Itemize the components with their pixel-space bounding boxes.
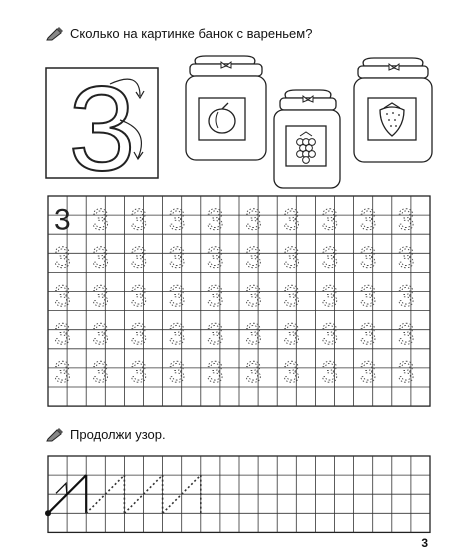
trace-digit: 3 — [244, 241, 262, 275]
task-1-text: Сколько на картинке банок с вареньем? — [70, 26, 313, 41]
trace-digit: 3 — [168, 203, 186, 237]
trace-digit: 3 — [92, 318, 109, 352]
trace-digit: 3 — [397, 356, 415, 390]
trace-digit: 3 — [359, 241, 377, 275]
jar-plum — [186, 56, 266, 160]
trace-digit: 3 — [244, 203, 262, 237]
trace-digit: 3 — [92, 279, 109, 313]
trace-digit: 3 — [283, 203, 300, 237]
trace-digit: 3 — [53, 356, 71, 390]
jar-raspberry — [274, 90, 340, 188]
trace-digit: 3 — [206, 203, 224, 237]
hero-digit: 3 — [68, 62, 136, 196]
trace-digit: 3 — [130, 203, 148, 237]
trace-digit: 3 — [206, 241, 224, 275]
trace-digit: 3 — [244, 356, 262, 390]
trace-digit: 3 — [53, 241, 71, 275]
trace-digit: 3 — [283, 318, 300, 352]
trace-digit: 3 — [130, 279, 148, 313]
trace-digit: 3 — [397, 203, 415, 237]
trace-digit: 3 — [321, 356, 339, 390]
trace-digit: 3 — [397, 241, 415, 275]
practice-grid — [48, 196, 430, 406]
trace-digit: 3 — [283, 356, 300, 390]
page-number: 3 — [421, 536, 428, 550]
arrow-icon — [56, 483, 67, 495]
trace-digit: 3 — [168, 356, 186, 390]
sample-digit: 3 — [53, 203, 71, 237]
trace-digit: 3 — [130, 356, 148, 390]
jar-strawberry — [354, 58, 432, 162]
trace-digit: 3 — [206, 318, 224, 352]
trace-digit: 3 — [168, 318, 186, 352]
trace-digit: 3 — [244, 318, 262, 352]
hero-digit-box — [46, 62, 158, 196]
trace-digit: 3 — [321, 241, 339, 275]
trace-digit: 3 — [359, 279, 377, 313]
pencil-icon — [46, 428, 64, 442]
trace-digit: 3 — [92, 241, 109, 275]
trace-digit: 3 — [359, 203, 377, 237]
trace-digit: 3 — [206, 356, 224, 390]
trace-digit: 3 — [283, 279, 300, 313]
trace-digit: 3 — [397, 279, 415, 313]
task-2-heading — [46, 427, 166, 442]
trace-digit: 3 — [359, 318, 377, 352]
trace-digit: 3 — [130, 318, 148, 352]
trace-digit: 3 — [244, 279, 262, 313]
task-2-text: Продолжи узор. — [70, 427, 166, 442]
trace-digit: 3 — [206, 279, 224, 313]
trace-digit: 3 — [130, 241, 148, 275]
trace-digit: 3 — [359, 356, 377, 390]
trace-digit: 3 — [397, 318, 415, 352]
trace-digit: 3 — [168, 241, 186, 275]
trace-digit: 3 — [92, 203, 109, 237]
trace-digit: 3 — [321, 203, 339, 237]
trace-digit: 3 — [321, 318, 339, 352]
pattern-grid — [45, 456, 430, 532]
trace-digit: 3 — [53, 318, 71, 352]
trace-digit: 3 — [53, 279, 71, 313]
trace-digit: 3 — [321, 279, 339, 313]
trace-digit: 3 — [168, 279, 186, 313]
start-dot — [45, 510, 51, 516]
trace-digit: 3 — [92, 356, 109, 390]
trace-digit: 3 — [283, 241, 300, 275]
